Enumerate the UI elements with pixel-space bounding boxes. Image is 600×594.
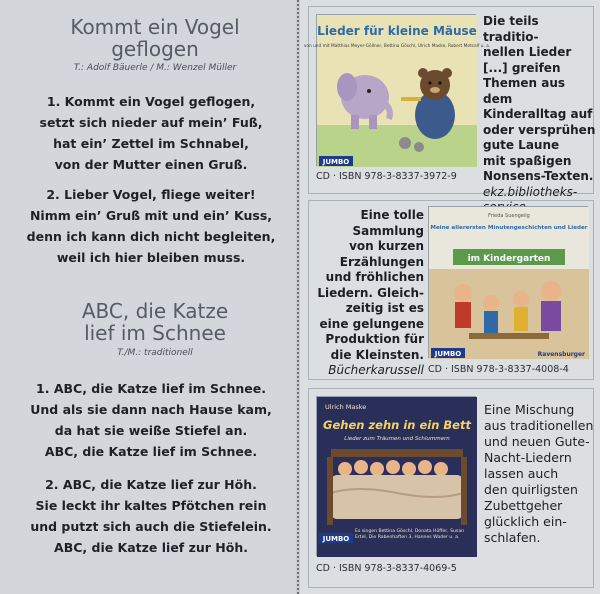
cd3-cover-author: Ulrich Maske bbox=[325, 403, 367, 411]
verse-line: Und als sie dann nach Hause kam, bbox=[30, 402, 272, 417]
desc-line: mit spaßigen bbox=[483, 153, 572, 168]
song1-verse1 bbox=[8, 91, 294, 175]
desc-line: [...] greifen bbox=[483, 60, 561, 75]
desc-line: Zubettgeher bbox=[484, 498, 563, 513]
cd2-source: Bücherkarussell bbox=[328, 363, 424, 377]
song2-verse2 bbox=[8, 474, 294, 558]
cd3-cover-title: Gehen zehn in ein Bett bbox=[323, 418, 471, 432]
song1-verse2 bbox=[8, 184, 294, 268]
desc-line: Die teils traditio- bbox=[483, 14, 539, 44]
verse-line: denn ich kann dich nicht begleiten, bbox=[26, 229, 276, 244]
cd1-label: JUMBO bbox=[322, 158, 350, 166]
desc-line: schlafen. bbox=[484, 530, 541, 545]
verse-line: Nimm ein’ Gruß mit und ein’ Kuss, bbox=[29, 208, 273, 223]
desc-line: und fröhlichen bbox=[325, 270, 424, 284]
cd3-cover-credits: Es singen Bettina Göschl, Donata Höffer, Susan Ertel, Die Rabenhaften 3, Hannes Wader u. a. bbox=[355, 529, 465, 540]
verse-line: da hat sie weiße Stiefel an. bbox=[54, 423, 248, 438]
verse-line: Sie leckt ihr kaltes Pfötchen rein bbox=[35, 498, 267, 513]
desc-line: glücklich ein- bbox=[484, 514, 567, 529]
cd3-cover bbox=[316, 396, 476, 556]
song2-credit: T./M.: traditionell bbox=[117, 348, 193, 358]
song2-title-line1: ABC, die Katze bbox=[81, 299, 229, 323]
desc-line: und neuen Gute- bbox=[484, 434, 590, 449]
page-divider bbox=[297, 0, 299, 594]
cd1-cover bbox=[303, 14, 491, 166]
cd2-cover-banner: im Kindergarten bbox=[467, 254, 551, 264]
cd2-description bbox=[314, 208, 424, 379]
cd1-isbn: CD · ISBN 978-3-8337-3972-9 bbox=[316, 171, 457, 182]
desc-line: nellen Lieder bbox=[483, 45, 572, 59]
desc-line: Kinderalltag auf bbox=[483, 107, 593, 121]
verse-line: 2. ABC, die Katze lief zur Höh. bbox=[45, 477, 257, 492]
verse-line: ABC, die Katze lief zur Höh. bbox=[54, 540, 248, 555]
desc-line: Nacht-Liedern bbox=[484, 450, 572, 465]
desc-line: von kurzen bbox=[349, 239, 424, 253]
desc-line: oder versprühen bbox=[483, 122, 596, 137]
cd1-cover-title: Lieder für kleine Mäuse bbox=[317, 24, 477, 38]
verse-line: 2. Lieber Vogel, fliege weiter! bbox=[46, 187, 256, 202]
desc-line: Produktion für bbox=[325, 332, 424, 346]
desc-line: den quirligsten bbox=[484, 482, 578, 497]
desc-line: gute Laune bbox=[483, 138, 560, 152]
cd2-isbn: CD · ISBN 978-3-8337-4008-4 bbox=[428, 364, 569, 375]
cd2-cover-author: Frieda Suengeiig bbox=[488, 213, 530, 219]
verse-line: setzt sich nieder auf mein’ Fuß, bbox=[39, 115, 263, 130]
cd3-cover-subtitle: Lieder zum Träumen und Schlummern bbox=[344, 436, 450, 442]
verse-line: weil ich hier bleiben muss. bbox=[56, 250, 246, 265]
desc-line: Erzählungen bbox=[339, 254, 424, 269]
cd3-isbn: CD · ISBN 978-3-8337-4069-5 bbox=[316, 563, 457, 574]
cd3-label: JUMBO bbox=[322, 535, 350, 543]
desc-line: Themen aus dem bbox=[483, 76, 566, 106]
song1-title bbox=[20, 16, 290, 60]
desc-line: Liedern. Gleich- bbox=[317, 285, 424, 300]
desc-line: Sammlung bbox=[352, 223, 424, 238]
cd2-label: JUMBO bbox=[434, 350, 462, 358]
verse-line: von der Mutter einen Gruß. bbox=[54, 157, 248, 172]
song2-verse1 bbox=[8, 378, 294, 462]
song1-credit: T.: Adolf Bäuerle / M.: Wenzel Müller bbox=[73, 63, 237, 73]
cd3-description bbox=[484, 402, 596, 546]
mouse-illustration bbox=[399, 137, 411, 149]
cd2-publisher: Ravensburger bbox=[537, 351, 585, 358]
right-page bbox=[300, 0, 600, 594]
verse-line: hat ein’ Zettel im Schnabel, bbox=[53, 136, 249, 151]
verse-line: 1. ABC, die Katze lief im Schnee. bbox=[36, 381, 266, 396]
mouse-illustration bbox=[414, 142, 424, 152]
verse-line: 1. Kommt ein Vogel geflogen, bbox=[46, 94, 256, 109]
song1-title-line1: Kommt ein Vogel bbox=[70, 15, 240, 39]
cd1-description bbox=[483, 14, 597, 216]
source-line: ekz.bibliotheks- bbox=[483, 184, 578, 199]
desc-line: zeitig ist es bbox=[345, 301, 424, 315]
cd2-cover-title: Meine allerersten Minutengeschichten und Lieder bbox=[430, 225, 588, 231]
desc-line: eine gelungene bbox=[319, 316, 424, 331]
desc-line: lassen auch bbox=[484, 466, 559, 481]
verse-line: ABC, die Katze lief im Schnee. bbox=[44, 444, 258, 459]
desc-line: aus traditionellen bbox=[484, 418, 594, 433]
song1-title-line2: geflogen bbox=[111, 37, 199, 61]
song2-title-line2: lief im Schnee bbox=[84, 321, 226, 345]
cd1-cover-subtitle: von und mit Matthias Meyer-Göllner, Bettina Göschl, Ulrich Maske, Robert Metcalf u. a. bbox=[303, 44, 491, 49]
left-page bbox=[0, 0, 296, 594]
cd2-cover bbox=[428, 206, 588, 358]
desc-line: die Kleinsten. bbox=[330, 347, 424, 362]
desc-line: Nonsens-Texten. bbox=[483, 169, 594, 183]
desc-line: Eine tolle bbox=[360, 208, 424, 222]
desc-line: Eine Mischung bbox=[484, 402, 575, 417]
verse-line: und putzt sich auch die Stiefelein. bbox=[30, 519, 272, 534]
song2-title bbox=[20, 300, 290, 344]
